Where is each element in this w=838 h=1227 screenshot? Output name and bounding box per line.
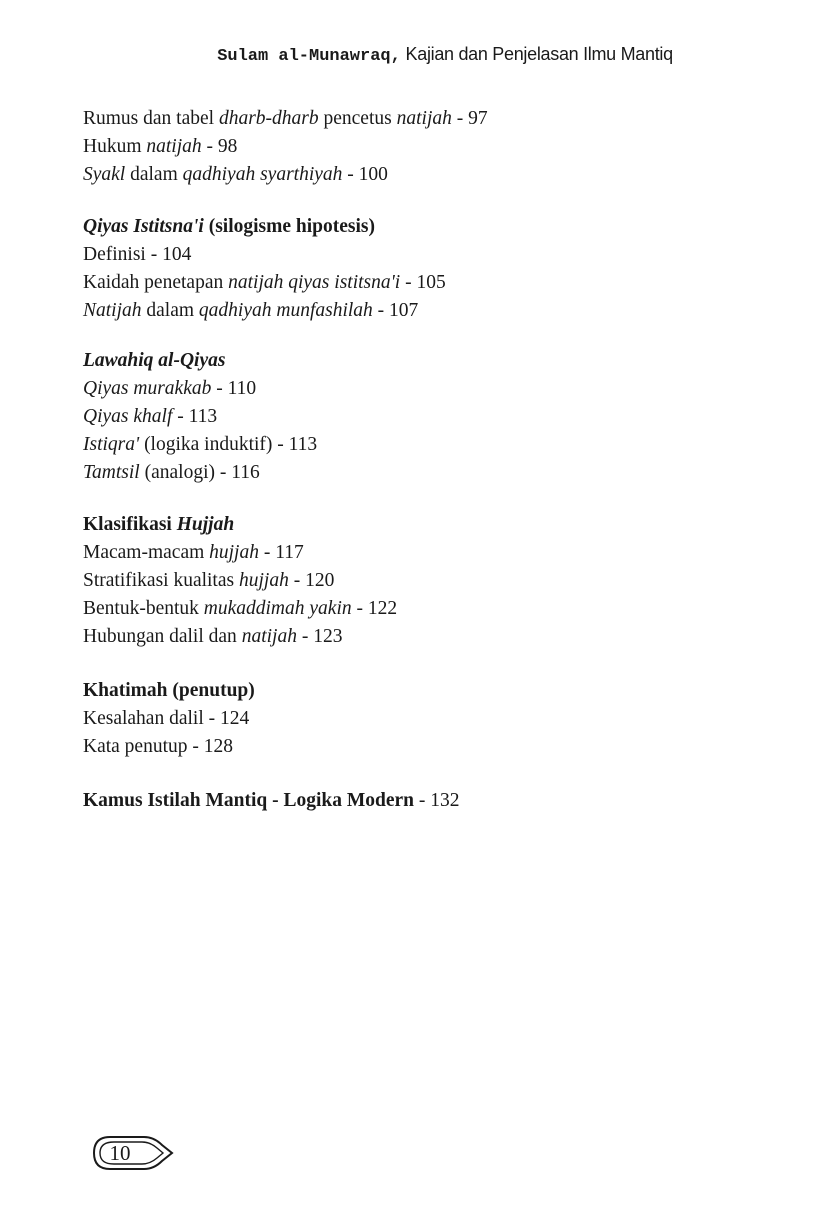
toc-entry: Natijah dalam qadhiyah munfashilah - 107 bbox=[83, 300, 419, 321]
toc-entry: Qiyas murakkab - 110 bbox=[83, 378, 257, 399]
toc-entry: Syakl dalam qadhiyah syarthiyah - 100 bbox=[83, 164, 388, 185]
toc-entry: Hukum natijah - 98 bbox=[83, 136, 238, 157]
header-book-title: Sulam al-Munawraq, bbox=[217, 47, 401, 66]
toc-entry: Qiyas khalf - 113 bbox=[83, 406, 218, 427]
page-number-badge bbox=[92, 1134, 174, 1172]
toc-entry: Istiqra' (logika induktif) - 113 bbox=[83, 434, 318, 455]
toc-entry: Rumus dan tabel dharb-dharb pencetus natijah - 97 bbox=[83, 108, 488, 129]
section-heading: Lawahiq al-Qiyas bbox=[83, 350, 226, 371]
header-subtitle: Kajian dan Penjelasan Ilmu Mantiq bbox=[400, 44, 673, 64]
running-header bbox=[0, 44, 838, 66]
section-heading: Khatimah (penutup) bbox=[83, 680, 255, 701]
toc-entry: Kata penutup - 128 bbox=[83, 736, 234, 757]
toc-entry: Definisi - 104 bbox=[83, 244, 192, 265]
toc-entry: Macam-macam hujjah - 117 bbox=[83, 542, 304, 563]
toc-entry: Kaidah penetapan natijah qiyas istitsna'i - 105 bbox=[83, 272, 446, 293]
toc-entry: Hubungan dalil dan natijah - 123 bbox=[83, 626, 343, 647]
section-heading: Klasifikasi Hujjah bbox=[83, 514, 235, 535]
section-heading: Qiyas Istitsna'i (silogisme hipotesis) bbox=[83, 216, 375, 237]
toc-final-entry: Kamus Istilah Mantiq - Logika Modern - 132 bbox=[83, 790, 460, 811]
toc-entry: Tamtsil (analogi) - 116 bbox=[83, 462, 260, 483]
page-number: 10 bbox=[109, 1141, 131, 1165]
toc-entry: Stratifikasi kualitas hujjah - 120 bbox=[83, 570, 335, 591]
toc-entry: Bentuk-bentuk mukaddimah yakin - 122 bbox=[83, 598, 398, 619]
toc-entry: Kesalahan dalil - 124 bbox=[83, 708, 250, 729]
